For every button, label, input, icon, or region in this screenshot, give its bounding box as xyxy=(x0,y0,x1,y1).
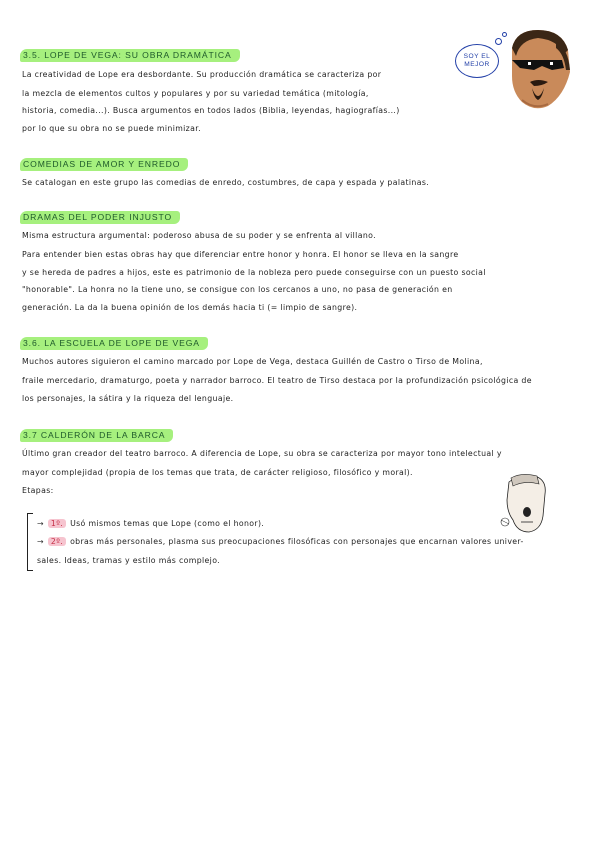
text-line: generación. La da la buena opinión de los demás hacia ti (= limpio de sangre). xyxy=(22,303,358,312)
portrait-icon xyxy=(498,26,576,112)
text-line: por lo que su obra no se puede minimizar. xyxy=(22,124,201,133)
text-line: Etapas: xyxy=(22,486,54,495)
text-line: mayor complejidad (propia de los temas que trata, de carácter religioso, filosófico y moral). xyxy=(22,468,413,477)
stage-number: 1º. xyxy=(48,519,66,528)
arrow-icon: → xyxy=(37,519,44,528)
stage-text: obras más personales, plasma sus preocupaciones filosóficas con personajes que encarnan valores univer- xyxy=(70,537,524,546)
bubble-text-line: MEJOR xyxy=(464,61,490,68)
text-line: la mezcla de elementos cultos y populares y por su variedad temática (mitología, xyxy=(22,89,369,98)
text-line: Para entender bien estas obras hay que diferenciar entre honor y honra. El honor se lleva en la sangre xyxy=(22,250,459,259)
text-line: La creatividad de Lope era desbordante. Su producción dramática se caracteriza por xyxy=(22,70,382,79)
text-line: Muchos autores siguieron el camino marcado por Lope de Vega, destaca Guillén de Castro o Tirso de Molina, xyxy=(22,357,483,366)
section-heading-comedias: COMEDIAS DE AMOR Y ENREDO xyxy=(20,158,188,171)
section-heading-lope: 3.5. LOPE DE VEGA: SU OBRA DRAMÁTICA xyxy=(20,49,240,62)
text-line: fraile mercedario, dramaturgo, poeta y narrador barroco. El teatro de Tirso destaca por la profundización psicológica de xyxy=(22,376,532,385)
stage-continuation: sales. Ideas, tramas y estilo más complejo. xyxy=(37,556,221,565)
text-line: y se hereda de padres a hijos, este es patrimonio de la nobleza pero puede conseguirse con un puesto social xyxy=(22,268,486,277)
text-line: Se catalogan en este grupo las comedias de enredo, costumbres, de capa y espada y palatinas. xyxy=(22,178,430,187)
stage-item xyxy=(37,519,264,529)
text-line: los personajes, la sátira y la riqueza del lenguaje. xyxy=(22,394,234,403)
stage-number: 2º. xyxy=(48,537,66,546)
arrow-icon: → xyxy=(37,537,44,546)
section-heading-escuela: 3.6. LA ESCUELA DE LOPE DE VEGA xyxy=(20,337,208,350)
thought-bubble xyxy=(455,44,499,78)
bubble-text-line: SOY EL xyxy=(463,53,491,60)
text-line: Último gran creador del teatro barroco. A diferencia de Lope, su obra se caracteriza por mayor tono intelectual y xyxy=(22,449,502,458)
stage-item xyxy=(37,537,524,547)
stage-text: Usó mismos temas que Lope (como el honor). xyxy=(70,519,265,528)
skull-icon xyxy=(497,472,559,540)
section-heading-calderon: 3.7 CALDERÓN DE LA BARCA xyxy=(20,429,173,442)
stages-bracket xyxy=(27,513,33,571)
text-line: "honorable". La honra no la tiene uno, se consigue con los cercanos a uno, no pasa de generación en xyxy=(22,285,453,294)
text-line: Misma estructura argumental: poderoso abusa de su poder y se enfrenta al villano. xyxy=(22,231,376,240)
text-line: historia, comedia...). Busca argumentos en todos lados (Biblia, leyendas, hagiografías...) xyxy=(22,106,400,115)
section-heading-dramas: DRAMAS DEL PODER INJUSTO xyxy=(20,211,180,224)
